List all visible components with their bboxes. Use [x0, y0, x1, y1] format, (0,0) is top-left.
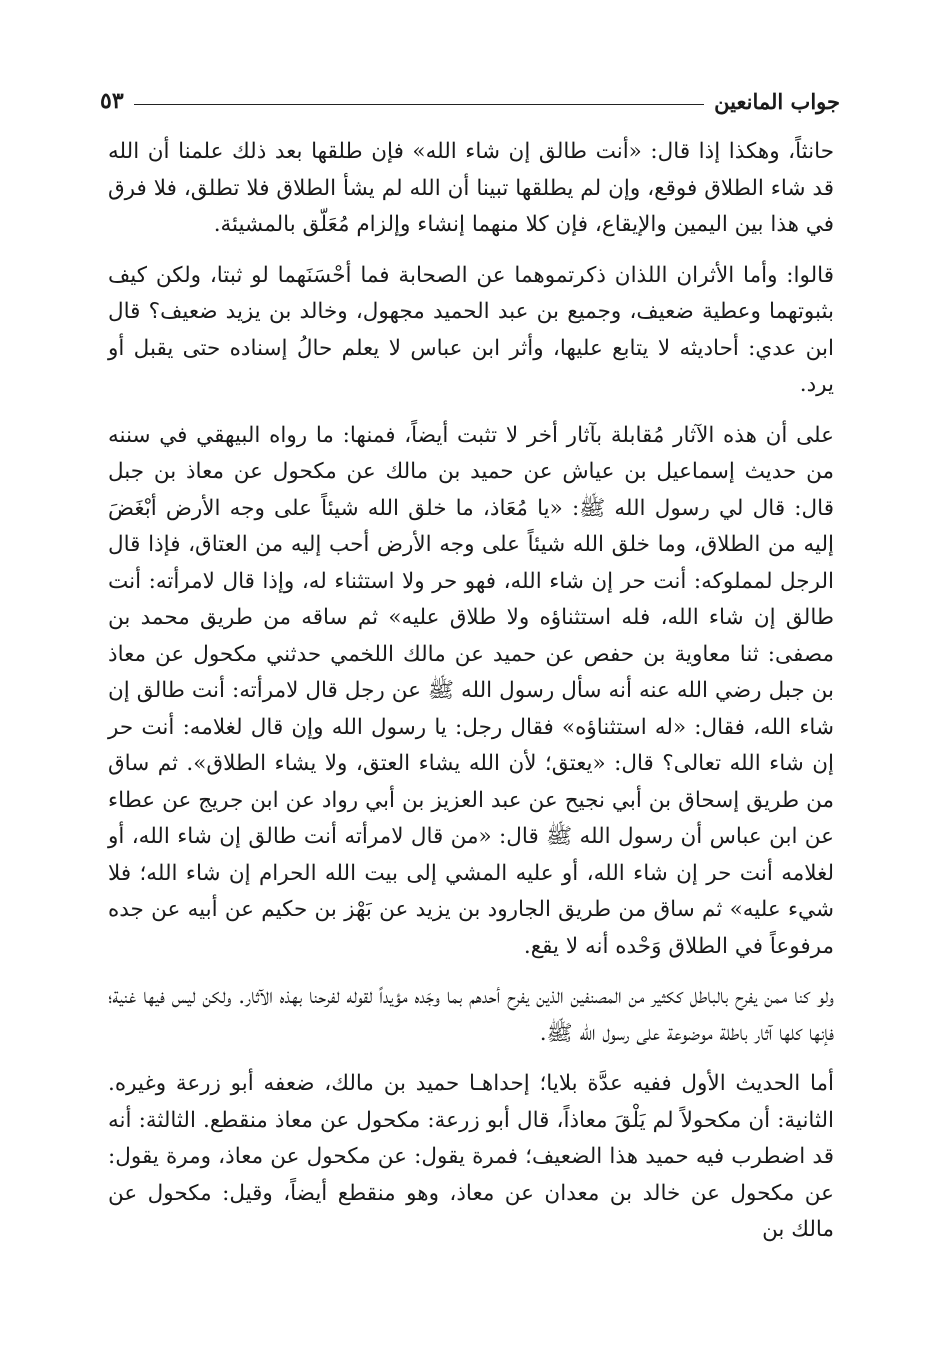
body-text — [108, 134, 834, 1249]
paragraph-2: قالوا: وأما الأثران اللذان ذكرتموهما عن الصحابة فما أحْسَنَهما لو ثبتا، ولكن كيف بثبوتهما وعطية ضعيف، وجميع بن عبد الحميد مجهول، وخالد بن يزيد ضعيف؟ قال ابن عدي: أحاديثه لا يتابع عليها، وأثر ابن عباس لا يعلم حالُ إسناده حتى يقبل أو يرد. — [108, 262, 834, 397]
paragraph-3: على أن هذه الآثار مُقابلة بآثار أخر لا تثبت أيضاً، فمنها: ما رواه البيهقي في سننه من حديث إسماعيل بن عياش عن حميد بن مالك عن مكحول عن معاذ بن جبل قال: قال لي رسول الله ﷺ: «يا مُعَاذ، ما خلق الله شيئاً على وجه الأرض أبْغَضَ إليه من الطلاق، وما خلق الله شيئاً على وجه الأرض أحب إليه من العتاق، فإذا قال الرجل لمملوكه: أنت حر إن شاء الله، فهو حر ولا استثناء له، وإذا قال لامرأته: أنت طالق إن شاء الله، فله استثناؤه ولا طلاق عليه» ثم ساقه من طريق محمد بن مصفى: ثنا معاوية بن حفص عن حميد عن مالك اللخمي حدثني مكحول عن معاذ بن جبل رضي الله عنه أنه سأل رسول الله ﷺ عن رجل قال لامرأته: أنت طالق إن شاء الله، فقال: «له استثناؤه» فقال رجل: يا رسول الله وإن قال لغلامه: أنت حر إن شاء الله تعالى؟ قال: «يعتق؛ لأن الله يشاء العتق، ولا يشاء الطلاق». ثم ساق من طريق إسحاق بن أبي نجيح عن عبد العزيز بن أبي رواد عن ابن جريج عن عطاء عن ابن عباس أن رسول الله ﷺ قال: «من قال لامرأته أنت طالق إن شاء الله، أو لغلامه أنت حر إن شاء الله، أو عليه المشي إلى بيت الله الحرام إن شاء الله؛ فلا شيء عليه» ثم ساق من طريق الجارود بن يزيد عن بَهْز بن حكيم عن أبيه عن جده مرفوعاً في الطلاق وَحْده أنه لا يقع. — [108, 422, 834, 959]
paragraph-1: حانثاً، وهكذا إذا قال: «أنت طالق إن شاء الله» فإن طلقها بعد ذلك علمنا أن الله قد شاء الطلاق فوقع، وإن لم يطلقها تبينا أن الله لم يشأ الطلاق فلا تطلق، فلا فرق في هذا بين اليمين والإيقاع، فإن كلا منهما إنشاء وإلزام مُعَلّق بالمشيئة. — [108, 139, 834, 237]
page-number: ٥٣ — [100, 88, 124, 114]
page-header — [100, 86, 840, 116]
paragraph-4: ولو كنا ممن يفرح بالباطل ككثير من المصنفين الذين يفرح أحدهم بما وجَده مؤيداً لقوله لفرحنا بهذه الآثار. ولكن ليس فيها غنية؛ فإنها كلها آثار باطلة موضوعة على رسول الله ﷺ. — [108, 984, 834, 1046]
header-rule — [134, 104, 705, 105]
paragraph-5: أما الحديث الأول ففيه عدَّة بلايا؛ إحداهـا حميد بن مالك، ضعفه أبو زرعة وغيره. الثانية: أن مكحولاً لم يَلْقَ معاذاً، قال أبو زرعة: مكحول عن معاذ منقطع. الثالثة: أنه قد اضطرب فيه حميد هذا الضعيف؛ فمرة يقول: عن مكحول عن معاذ، ومرة يقول: عن مكحول عن خالد بن معدان عن معاذ، وهو منقطع أيضاً، وقيل: مكحول عن مالك بن — [108, 1071, 834, 1242]
running-title: جواب المانعين — [714, 88, 840, 114]
